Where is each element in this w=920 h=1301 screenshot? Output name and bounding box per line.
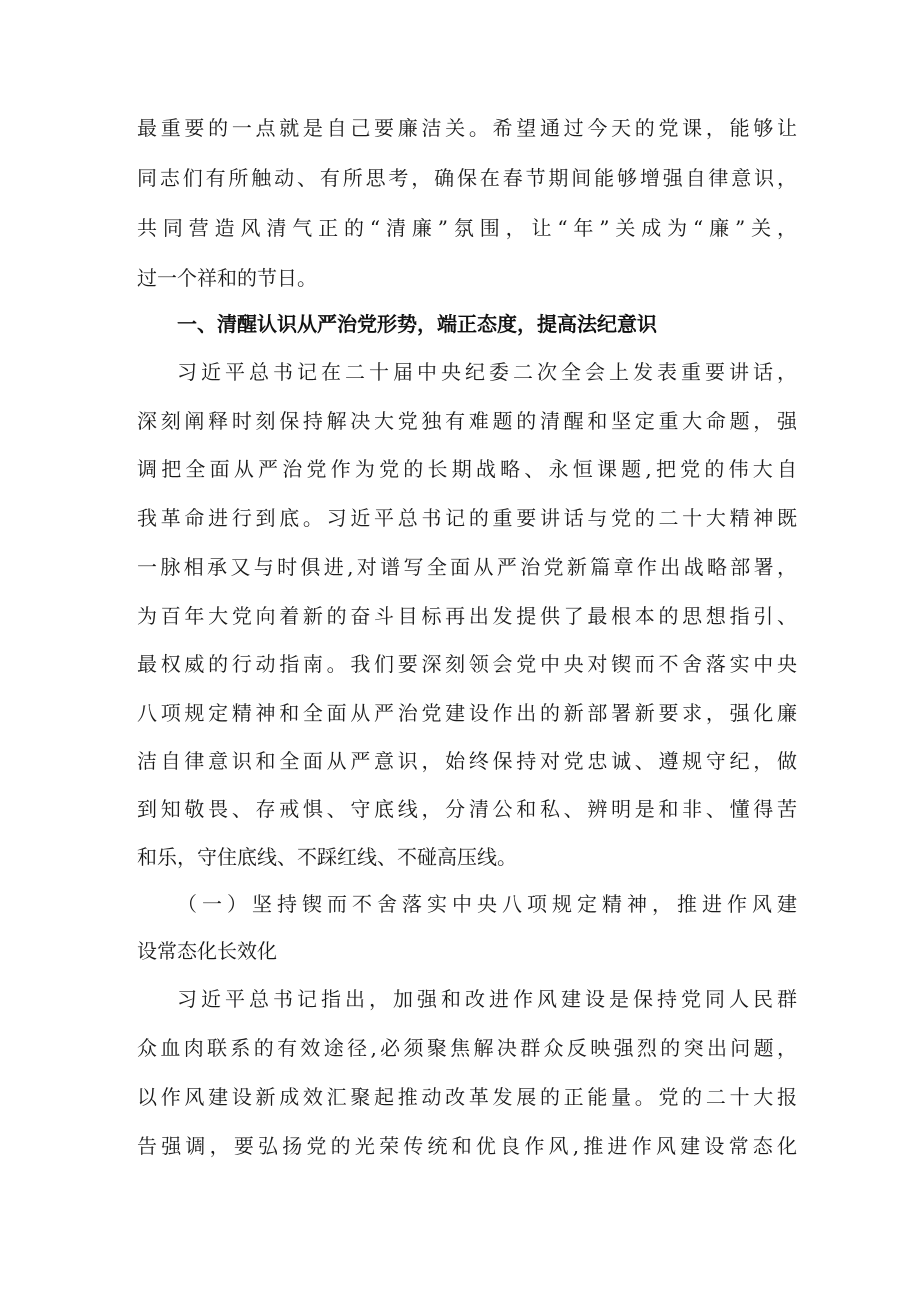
body-text-line: 到知敬畏、存戒惧、守底线，分清公和私、辨明是和非、懂得苦: [137, 797, 797, 821]
section-heading: 一、清醒认识从严治党形势，端正态度，提高法纪意识: [177, 312, 657, 336]
subsection-heading-continuation: 设常态化长效化: [137, 939, 277, 963]
body-text-line: 调把全面从严治党作为党的长期战略、永恒课题,把党的伟大自: [137, 457, 797, 481]
body-text-line: 我革命进行到底。习近平总书记的重要讲话与党的二十大精神既: [137, 506, 797, 530]
body-text-line: 习近平总书记在二十届中央纪委二次全会上发表重要讲话，: [177, 360, 797, 384]
body-text-line: 和乐，守住底线、不踩红线、不碰高压线。: [137, 845, 517, 869]
body-text-line: 最重要的一点就是自己要廉洁关。希望通过今天的党课，能够让: [137, 116, 797, 140]
body-text-line: 为百年大党向着新的奋斗目标再出发提供了最根本的思想指引、: [137, 604, 797, 628]
subsection-heading: （一）坚持锲而不舍落实中央八项规定精神，推进作风建: [177, 892, 797, 916]
body-text-line: 众血肉联系的有效途径,必须聚焦解决群众反映强烈的突出问题，: [137, 1036, 797, 1060]
body-text-line: 八项规定精神和全面从严治党建设作出的新部署新要求，强化廉: [137, 701, 797, 725]
body-text-line: 共同营造风清气正的“清廉”氛围，让“年”关成为“廉”关，: [137, 216, 797, 240]
body-text-line: 告强调，要弘扬党的光荣传统和优良作风,推进作风建设常态化: [137, 1134, 797, 1158]
body-text-line: 同志们有所触动、有所思考，确保在春节期间能够增强自律意识，: [137, 166, 797, 190]
body-text-line: 一脉相承又与时俱进,对谱写全面从严治党新篇章作出战略部署，: [137, 555, 797, 579]
body-text-line: 洁自律意识和全面从严意识，始终保持对党忠诚、遵规守纪，做: [137, 749, 797, 773]
body-text-line: 最权威的行动指南。我们要深刻领会党中央对锲而不舍落实中央: [137, 652, 797, 676]
body-text-line: 过一个祥和的节日。: [137, 266, 317, 290]
body-text-line: 习近平总书记指出，加强和改进作风建设是保持党同人民群: [177, 987, 797, 1011]
body-text-line: 深刻阐释时刻保持解决大党独有难题的清醒和坚定重大命题，强: [137, 409, 797, 433]
body-text-line: 以作风建设新成效汇聚起推动改革发展的正能量。党的二十大报: [137, 1085, 797, 1109]
